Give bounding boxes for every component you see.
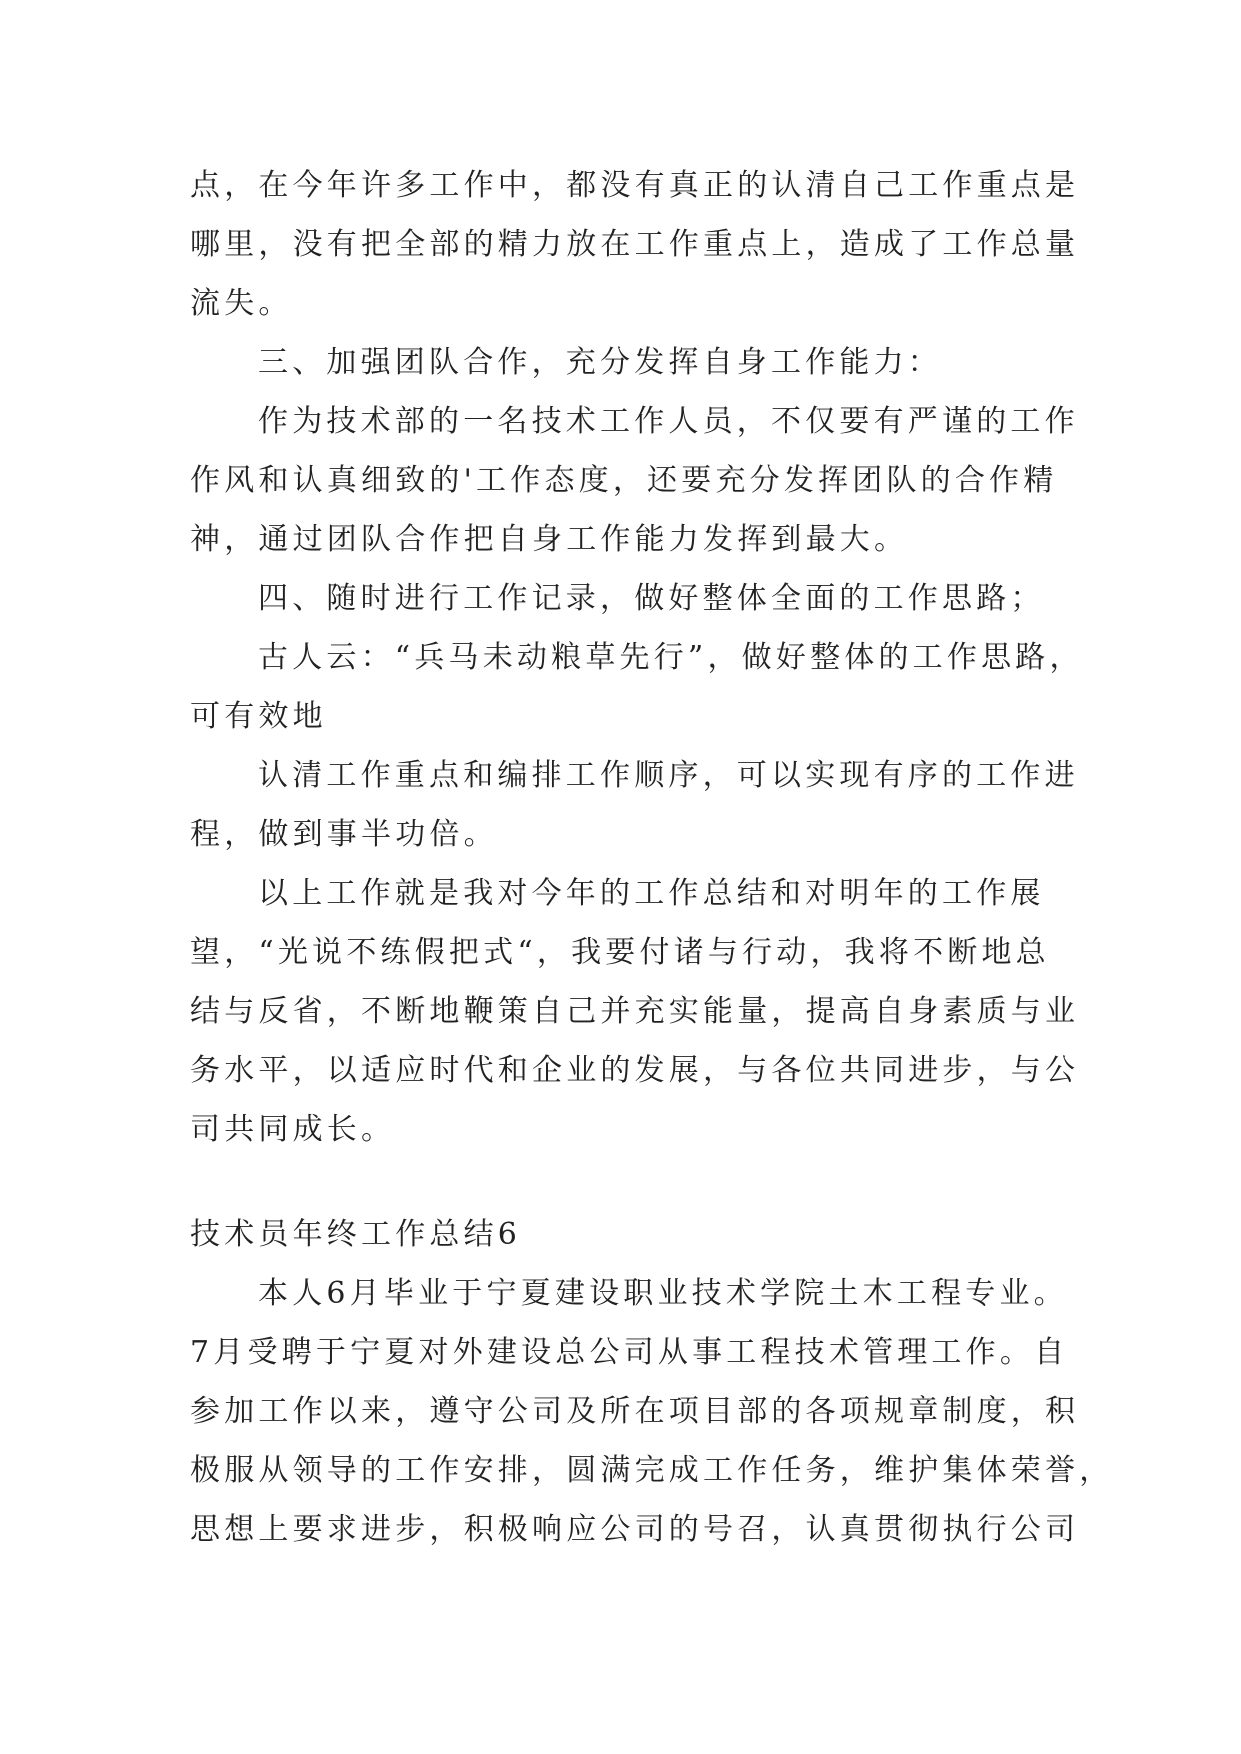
text-line: 7月受聘于宁夏对外建设总公司从事工程技术管理工作。自 — [190, 1335, 1069, 1370]
text-line: 望，“光说不练假把式“，我要付诸与行动，我将不断地总 — [190, 935, 1050, 970]
text-line: 哪里，没有把全部的精力放在工作重点上，造成了工作总量 — [190, 227, 1080, 262]
section-heading: 三、加强团队合作，充分发挥自身工作能力： — [258, 345, 942, 380]
section-title: 技术员年终工作总结6 — [190, 1217, 522, 1252]
text-line: 司共同成长。 — [190, 1112, 396, 1147]
text-line: 极服从领导的工作安排，圆满完成工作任务，维护集体荣誉， — [190, 1453, 1114, 1488]
text-line: 以上工作就是我对今年的工作总结和对明年的工作展 — [258, 876, 1045, 911]
text-line: 流失。 — [190, 286, 293, 321]
section-heading: 四、随时进行工作记录，做好整体全面的工作思路； — [258, 581, 1045, 616]
text-line: 神，通过团队合作把自身工作能力发挥到最大。 — [190, 522, 909, 557]
text-line: 结与反省，不断地鞭策自己并充实能量，提高自身素质与业 — [190, 994, 1080, 1029]
text-line: 认清工作重点和编排工作顺序，可以实现有序的工作进 — [258, 758, 1079, 793]
text-line: 点，在今年许多工作中，都没有真正的认清自己工作重点是 — [190, 168, 1080, 203]
text-line: 古人云：“兵马未动粮草先行”，做好整体的工作思路， — [258, 640, 1084, 675]
text-line: 务水平，以适应时代和企业的发展，与各位共同进步，与公 — [190, 1053, 1080, 1088]
text-line: 参加工作以来，遵守公司及所在项目部的各项规章制度，积 — [190, 1394, 1080, 1429]
text-line: 思想上要求进步，积极响应公司的号召，认真贯彻执行公司 — [190, 1512, 1080, 1547]
text-line: 本人6月毕业于宁夏建设职业技术学院土木工程专业。 — [258, 1276, 1068, 1311]
text-line: 作为技术部的一名技术工作人员，不仅要有严谨的工作 — [258, 404, 1079, 439]
text-line: 作风和认真细致的'工作态度，还要充分发挥团队的合作精 — [190, 463, 1058, 498]
text-line: 程，做到事半功倍。 — [190, 817, 498, 852]
text-line: 可有效地 — [190, 699, 327, 734]
